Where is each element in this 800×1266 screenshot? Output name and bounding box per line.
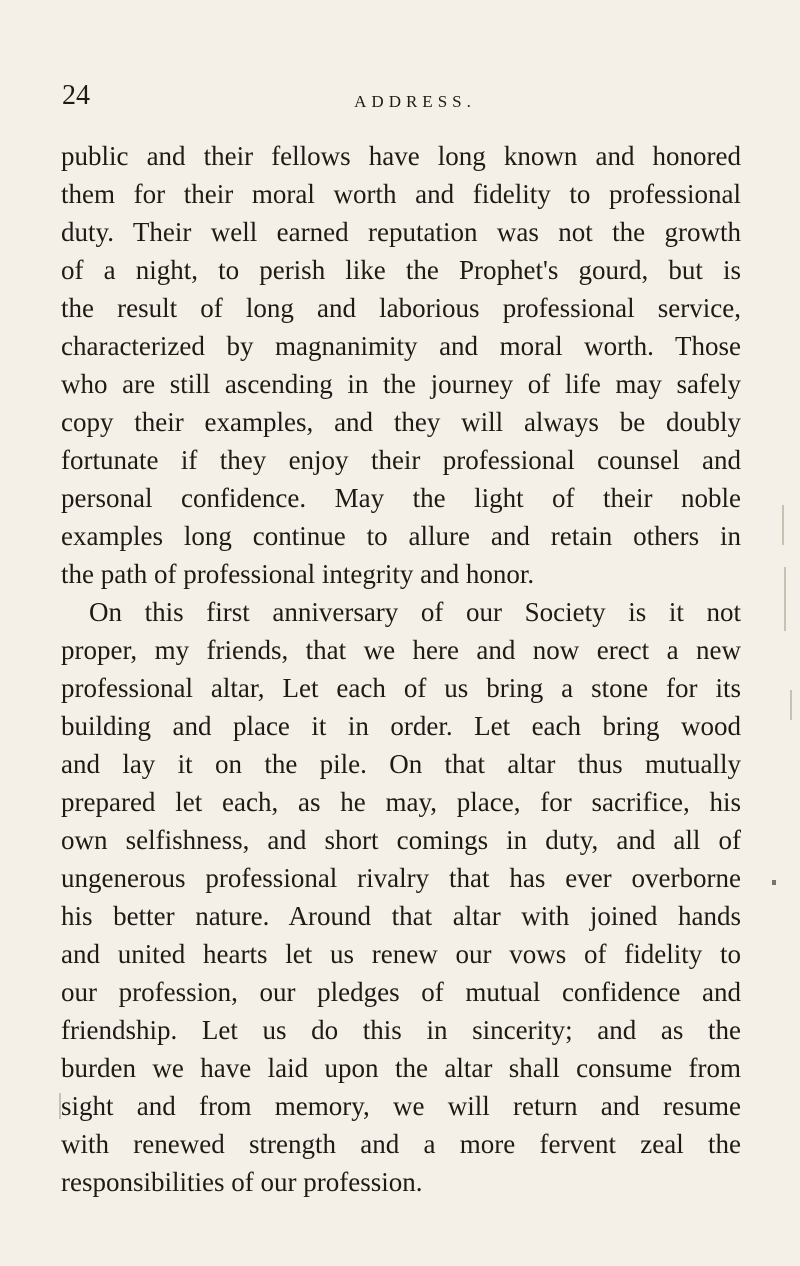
text-line: duty. Their well earned reputation was not the growth <box>61 217 741 247</box>
scan-mark <box>59 1093 61 1119</box>
text-line: prepared let each, as he may, place, for sacrifice, his <box>61 787 741 817</box>
text-line: public and their fellows have long known and honored <box>61 141 741 171</box>
text-line: characterized by magnanimity and moral worth. Those <box>61 331 741 361</box>
running-head: ADDRESS. <box>354 92 476 111</box>
text-line: examples long continue to allure and retain others in <box>61 521 741 551</box>
scan-mark <box>784 567 786 631</box>
text-line: with renewed strength and a more fervent zeal the <box>61 1129 741 1159</box>
text-line: sight and from memory, we will return and resume <box>61 1091 741 1121</box>
text-line: responsibilities of our profession. <box>61 1167 423 1197</box>
text-line: fortunate if they enjoy their professional counsel and <box>61 445 741 475</box>
text-line: personal confidence. May the light of their noble <box>61 483 741 513</box>
text-line: his better nature. Around that altar with joined hands <box>61 901 741 931</box>
text-line: ungenerous professional rivalry that has ever overborne <box>61 863 741 893</box>
page-number: 24 <box>62 80 90 111</box>
text-line: the path of professional integrity and honor. <box>61 559 535 589</box>
text-line: professional altar, Let each of us bring a stone for its <box>61 673 741 703</box>
text-line: On this first anniversary of our Society is it not <box>89 597 741 627</box>
text-line: our profession, our pledges of mutual confidence and <box>61 977 741 1007</box>
text-line: them for their moral worth and fidelity to professional <box>61 179 741 209</box>
text-line: of a night, to perish like the Prophet's gourd, but is <box>61 255 741 285</box>
body-text <box>61 137 741 1201</box>
scan-mark <box>772 880 776 885</box>
text-line: who are still ascending in the journey of life may safely <box>61 369 741 399</box>
text-line: building and place it in order. Let each bring wood <box>61 711 741 741</box>
text-line: the result of long and laborious professional service, <box>61 293 741 323</box>
text-line: copy their examples, and they will always be doubly <box>61 407 741 437</box>
text-line: friendship. Let us do this in sincerity; and as the <box>61 1015 741 1045</box>
text-line: and united hearts let us renew our vows of fidelity to <box>61 939 741 969</box>
scan-mark <box>790 690 792 720</box>
text-line: and lay it on the pile. On that altar thus mutually <box>61 749 741 779</box>
text-line: own selfishness, and short comings in duty, and all of <box>61 825 741 855</box>
text-line: burden we have laid upon the altar shall consume from <box>61 1053 741 1083</box>
scan-mark <box>782 505 784 545</box>
text-line: proper, my friends, that we here and now erect a new <box>61 635 741 665</box>
